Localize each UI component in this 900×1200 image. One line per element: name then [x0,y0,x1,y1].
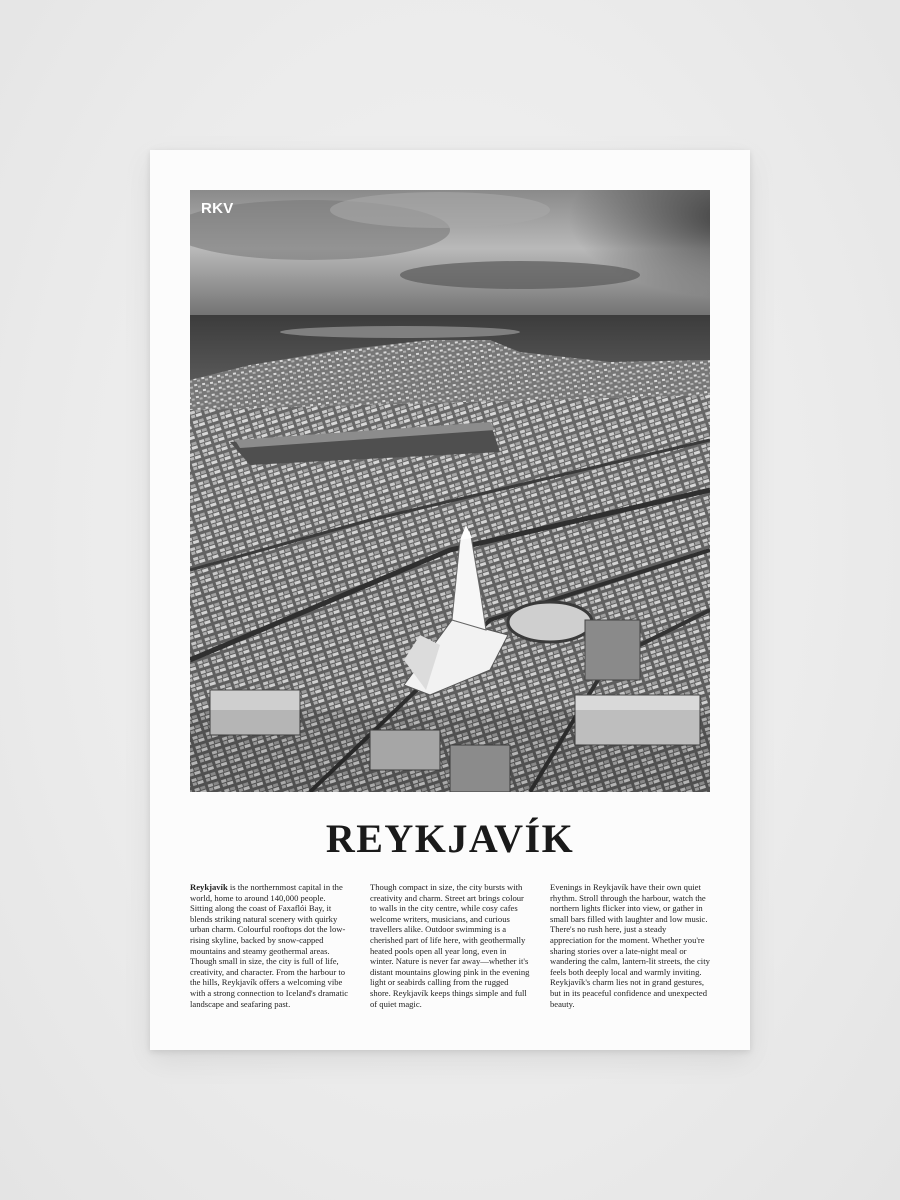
text-column-2 [370,882,530,1009]
aerial-city-image [190,190,710,792]
column-1-text: is the northernmost capital in the world, home to around 140,000 people. Sitting along the coast of Faxaflói Bay, it blends striking natural scenery with quirky urban charm. Colourful rooftops dot the low-rising skyline, backed by snow-capped mountains and steamy geothermal areas. Though small in size, the city is full of life, creativity, and character. From the harbour to the hills, Reykjavík offers a welcoming vibe with a strong connection to Iceland's dramatic landscape and seafaring past. [190,882,349,1009]
city-photo [190,190,710,792]
poster-title: REYKJAVÍK [325,816,575,861]
poster [150,150,750,1050]
text-column-1 [190,882,350,1009]
column-2-text: Though compact in size, the city bursts with creativity and charm. Street art brings colour to walls in the city centre, while cosy cafes welcome writers, musicians, and curious travellers alike. Outdoor swimming is a cherished part of life here, with geothermally heated pools open all year long, even in winter. Nature is never far away—whether it's distant mountains glowing pink in the evening light or seabirds calling from the rugged shore. Reykjavík keeps things simple and full of quiet magic. [370,882,530,1009]
column-3-text: Evenings in Reykjavík have their own quiet rhythm. Stroll through the harbour, watch the northern lights flicker into view, or gather in small bars filled with laughter and low music. There's no rush here, just a steady appreciation for the moment. Whether you're sharing stories over a late-night meal or wandering the calm, lantern-lit streets, the city feels both deeply local and warmly inviting. Reykjavík's charm lies not in grand gestures, but in its peaceful confidence and unexpected beauty. [550,882,710,1009]
city-code-label: RKV [201,200,234,217]
lead-word: Reykjavík [190,882,228,892]
text-column-3 [550,882,710,1009]
